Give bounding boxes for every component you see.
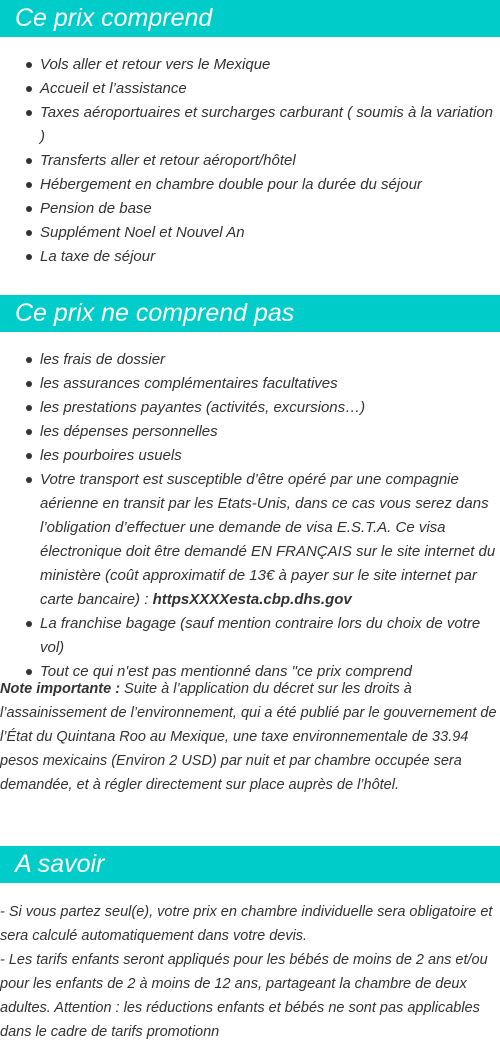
info-line-2: - Les tarifs enfants seront appliqués pour les bébés de moins de 2 ans et/ou pour les enfants de 2 à moins de 12 ans, partageant la chambre de deux adultes. Attention : les réductions enfants et bébés ne sont pas applicables dans le cadre de tarifs promotionn: [0, 952, 488, 1040]
section-header-included: [0, 0, 500, 37]
list-item: Transferts aller et retour aéroport/hôtel: [40, 149, 500, 173]
list-item: les prestations payantes (activités, excursions…): [40, 396, 500, 420]
list-item: les assurances complémentaires facultatives: [40, 372, 500, 396]
section-header-excluded: [0, 295, 500, 332]
list-item: Vols aller et retour vers le Mexique: [40, 53, 500, 77]
list-item: La taxe de séjour: [40, 245, 500, 269]
note-text: Suite à l’application du décret sur les droits à l’assainissement de l’environnement, qui a été publié par le gouvernement de l’État du Quintana Roo au Mexique, une taxe environnementale de 33.94 pesos mexicains (Environ 2 USD) par nuit et par chambre occupée sera demandée, et à régler directement sur place auprès de l’hôtel.: [0, 681, 497, 793]
visa-text: Votre transport est susceptible d’être opéré par une compagnie aérienne en transit par les Etats-Unis, dans ce cas vous serez dans l’obligation d’effectuer une demande de visa E.S.T.A. Ce visa électronique doit être demandé EN FRANÇAIS sur le site internet du ministère (coût approximatif de 13€ à payer sur le site internet par carte bancaire) :: [40, 471, 496, 608]
list-item: Taxes aéroportuaires et surcharges carburant ( soumis à la variation ): [40, 101, 500, 149]
included-list: [0, 53, 500, 269]
list-item: les frais de dossier: [40, 348, 500, 372]
list-item: les pourboires usuels: [40, 444, 500, 468]
list-item: Pension de base: [40, 197, 500, 221]
list-item: Tout ce qui n'est pas mentionné dans "ce prix comprend: [40, 660, 500, 684]
list-item: Accueil et l’assistance: [40, 77, 500, 101]
list-item: Hébergement en chambre double pour la durée du séjour: [40, 173, 500, 197]
section-title: A savoir: [15, 850, 105, 878]
note-label: Note importante :: [0, 681, 121, 697]
list-item-visa: [40, 468, 500, 612]
list-item: La franchise bagage (sauf mention contraire lors du choix de votre vol): [40, 612, 500, 660]
section-title: Ce prix ne comprend pas: [15, 299, 295, 327]
important-note: [0, 677, 500, 797]
esta-link[interactable]: httpsXXXXesta.cbp.dhs.gov: [152, 591, 352, 608]
excluded-list: [0, 348, 500, 684]
info-line-1: - Si vous partez seul(e), votre prix en chambre individuelle sera obligatoire et sera calculé automatiquement dans votre devis.: [0, 904, 493, 944]
info-paragraph: [0, 900, 500, 1044]
section-header-info: [0, 846, 500, 883]
list-item: les dépenses personnelles: [40, 420, 500, 444]
section-title: Ce prix comprend: [15, 4, 213, 32]
list-item: Supplément Noel et Nouvel An: [40, 221, 500, 245]
